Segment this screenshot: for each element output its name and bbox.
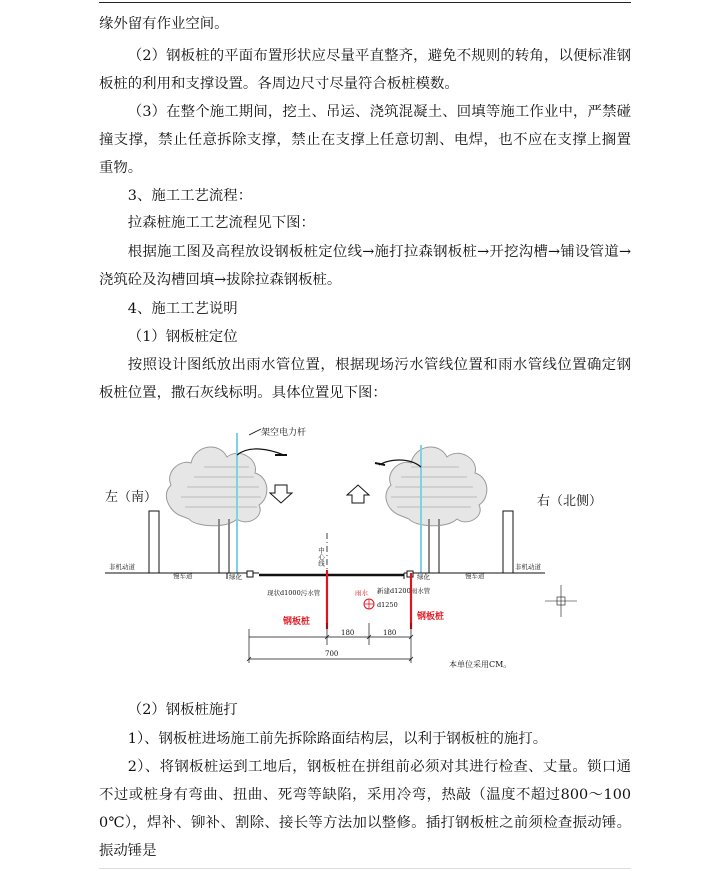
tree-left-icon bbox=[166, 447, 266, 573]
label-power-pole: 架空电力杆 bbox=[261, 428, 307, 438]
label-right-north: 右（北侧） bbox=[537, 494, 603, 509]
header-rule bbox=[99, 2, 631, 3]
arrow-up-icon bbox=[347, 485, 369, 503]
label-sidewalk-left: 慢车道 bbox=[173, 572, 193, 580]
label-existing-pipe: 现状d1000污水管 bbox=[267, 589, 321, 597]
label-green-left: 绿化 bbox=[229, 573, 242, 581]
label-road-right: 非机动道 bbox=[515, 563, 541, 571]
tree-right-icon bbox=[386, 447, 487, 573]
paragraph-flow-steps: 根据施工图及高程放设钢板桩定位线→施打拉森钢板桩→开挖沟槽→铺设管道→浇筑砼及沟槽回填→拔除拉森钢板桩。 bbox=[99, 244, 631, 288]
dim-700: 700 bbox=[325, 650, 339, 658]
paragraph-driving-1: 1）、钢板桩进场施工前先拆除路面结构层，以利于钢板桩的施打。 bbox=[127, 731, 548, 747]
label-left-south: 左（南） bbox=[105, 490, 158, 505]
heading-process-flow: 3、施工工艺流程： bbox=[127, 188, 253, 204]
unit-note: 本单位采用CM。 bbox=[449, 660, 512, 669]
label-center: 中心线 bbox=[317, 547, 325, 567]
label-sidewalk-right: 慢车道 bbox=[465, 572, 485, 580]
footer-rule bbox=[99, 868, 631, 869]
pile-position-diagram bbox=[99, 415, 611, 680]
label-d1250: d1250 bbox=[377, 601, 398, 609]
subheading-pile-positioning: （1）钢板桩定位 bbox=[127, 329, 238, 345]
rain-pipe-icon bbox=[364, 599, 374, 609]
dim-180-right: 180 bbox=[383, 629, 397, 637]
label-road-left: 非机动道 bbox=[109, 563, 135, 571]
label-rain: 雨水 bbox=[355, 589, 368, 597]
label-new-pipe: 新建d1200雨水管 bbox=[377, 587, 431, 595]
dim-180-left: 180 bbox=[341, 629, 355, 637]
label-pile-right: 钢板桩 bbox=[417, 612, 445, 622]
crosshair-icon bbox=[545, 585, 577, 617]
label-pile-left: 钢板桩 bbox=[283, 617, 311, 627]
arrow-down-icon bbox=[270, 485, 292, 503]
paragraph-item-2: （2）钢板桩的平面布置形状应尽量平直整齐，避免不规则的转角，以便标准钢板桩的利用和支撑设置。各周边尺寸尽量符合板桩模数。 bbox=[99, 48, 631, 92]
paragraph-continuation: 缘外留有作业空间。 bbox=[99, 16, 229, 32]
paragraph-driving-2: 2）、将钢板桩运到工地后，钢板桩在拼组前必须对其进行检查、丈量。锁口通不过或桩身有弯曲、扭曲、死弯等缺陷，采用冷弯，热敲（温度不超过800～1000℃），焊补、铆补、割除、接长等方法加以整修。插打钢板桩之前须检查振动锤。振动锤是 bbox=[99, 759, 631, 859]
heading-process-notes: 4、施工工艺说明 bbox=[127, 301, 238, 317]
label-green-right: 绿化 bbox=[417, 573, 430, 581]
paragraph-flow-intro: 拉森桩施工工艺流程见下图： bbox=[127, 215, 315, 231]
paragraph-item-3: （3）在整个施工期间，挖土、吊运、浇筑混凝土、回填等施工作业中，严禁碰撞支撑，禁止任意拆除支撑，禁止在支撑上任意切割、电焊，也不应在支撑上搁置重物。 bbox=[99, 104, 631, 176]
subheading-pile-driving: （2）钢板桩施打 bbox=[127, 702, 238, 718]
paragraph-positioning: 按照设计图纸放出雨水管位置，根据现场污水管线位置和雨水管线位置确定钢板桩位置，撒石灰线标明。具体位置见下图： bbox=[99, 357, 631, 401]
